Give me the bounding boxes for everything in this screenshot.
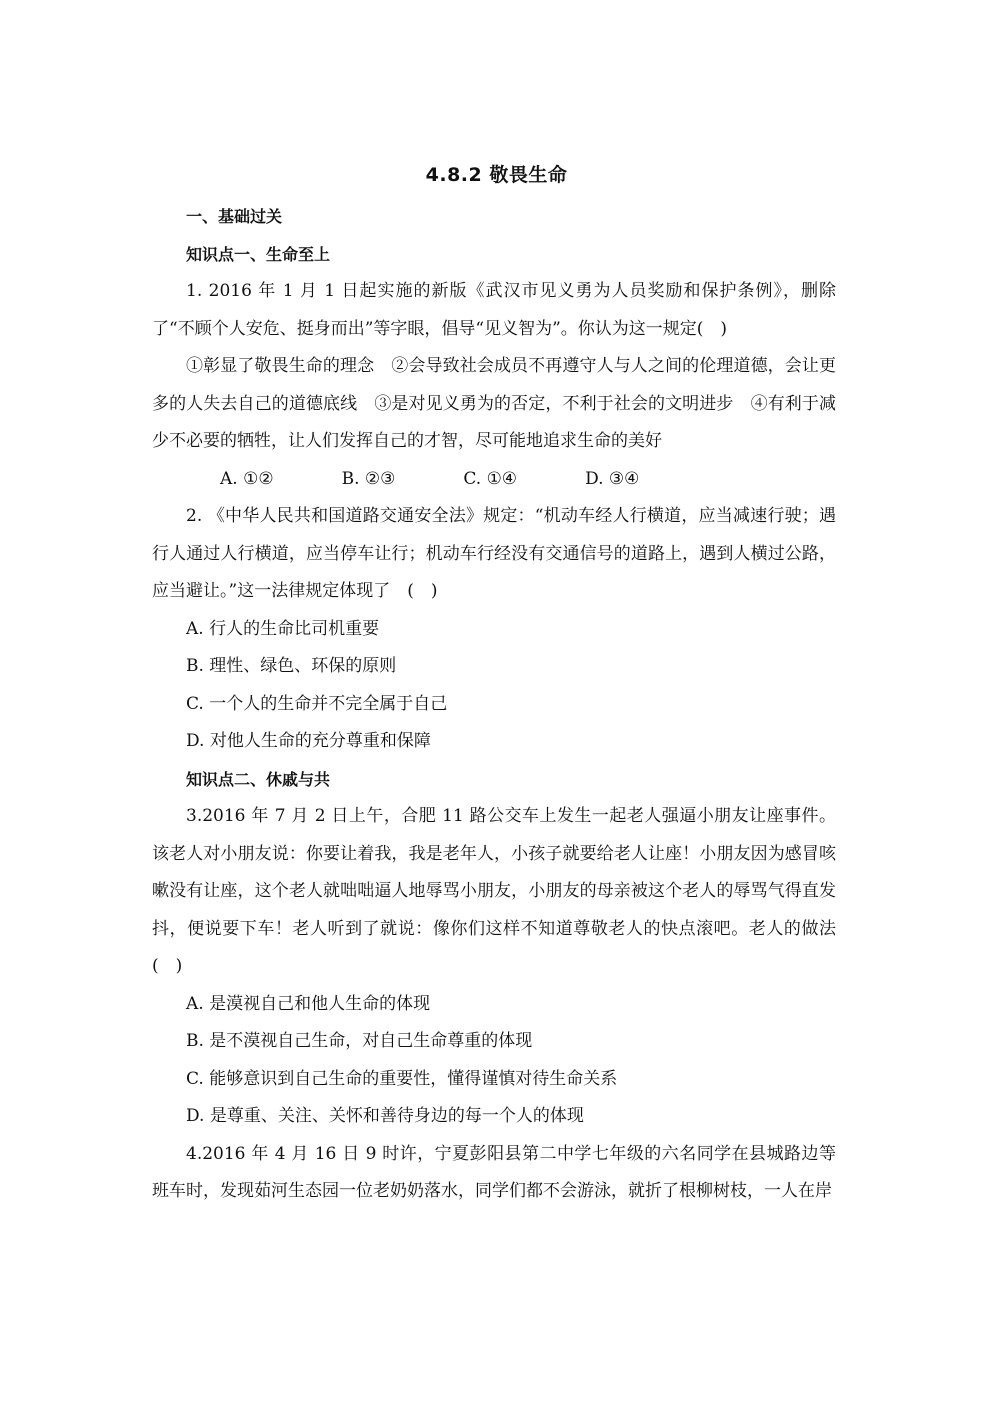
question-3-option-b: B. 是不漠视自己生命，对自己生命尊重的体现 bbox=[186, 1031, 533, 1051]
question-2-stem: 2. 《中华人民共和国道路交通安全法》规定：“机动车经人行横道，应当减速行驶；遇行人通过人行横道，应当停车让行；机动车行经没有交通信号的道路上，遇到人横过公路，应当避让。”这一法律规定体现了 ( ) bbox=[152, 506, 836, 601]
question-2-option-b: B. 理性、绿色、环保的原则 bbox=[186, 656, 397, 676]
question-3-stem: 3.2016 年 7 月 2 日上午，合肥 11 路公交车上发生一起老人强逼小朋友让座事件。该老人对小朋友说：你要让着我，我是老年人，小孩子就要给老人让座！小朋友因为感冒咳嗽没有让座，这个老人就咄咄逼人地辱骂小朋友，小朋友的母亲被这个老人的辱骂气得直发抖，便说要下车！老人听到了就说：像你们这样不知道尊敬老人的快点滚吧。老人的做法 ( ) bbox=[152, 806, 870, 976]
question-1-stem: 1. 2016 年 1 月 1 日起实施的新版《武汉市见义勇为人员奖励和保护条例》，删除了“不顾个人安危、挺身而出”等字眼，倡导“见义智为”。你认为这一规定( ) bbox=[152, 281, 836, 339]
question-1-option-c: C. ①④ bbox=[463, 468, 518, 489]
question-1-option-d: D. ③④ bbox=[585, 468, 640, 489]
question-2-option-a: A. 行人的生命比司机重要 bbox=[186, 618, 380, 639]
page-title: 4.8.2 敬畏生命 bbox=[425, 164, 568, 186]
question-3-option-d: D. 是尊重、关注、关怀和善待身边的每一个人的体现 bbox=[186, 1106, 584, 1126]
question-3-option-c: C. 能够意识到自己生命的重要性，懂得谨慎对待生命关系 bbox=[186, 1068, 618, 1089]
knowledge-point-1-heading: 知识点一、生命至上 bbox=[186, 244, 331, 264]
question-2-option-c: C. 一个人的生命并不完全属于自己 bbox=[186, 693, 448, 714]
question-1-statements: ①彰显了敬畏生命的理念 ②会导致社会成员不再遵守人与人之间的伦理道德，会让更多的人失去自己的道德底线 ③是对见义勇为的否定，不利于社会的文明进步 ④有利于减少不必要的牺牲，让人们发挥自己的才智，尽可能地追求生命的美好 bbox=[152, 356, 836, 451]
section-heading-basic: 一、基础过关 bbox=[186, 207, 283, 226]
question-1-option-a: A. ①② bbox=[220, 468, 274, 489]
question-2-option-d: D. 对他人生命的充分尊重和保障 bbox=[186, 731, 431, 751]
knowledge-point-2-heading: 知识点二、休戚与共 bbox=[186, 769, 331, 789]
question-1-option-b: B. ②③ bbox=[341, 468, 396, 489]
question-3-option-a: A. 是漠视自己和他人生命的体现 bbox=[186, 993, 431, 1014]
question-4-stem: 4.2016 年 4 月 16 日 9 时许，宁夏彭阳县第二中学七年级的六名同学在县城路边等班车时，发现茹河生态园一位老奶奶落水，同学们都不会游泳，就折了根柳树枝，一人在岸 bbox=[152, 1143, 836, 1201]
worksheet-body bbox=[152, 198, 870, 1211]
question-1-options bbox=[152, 461, 836, 499]
